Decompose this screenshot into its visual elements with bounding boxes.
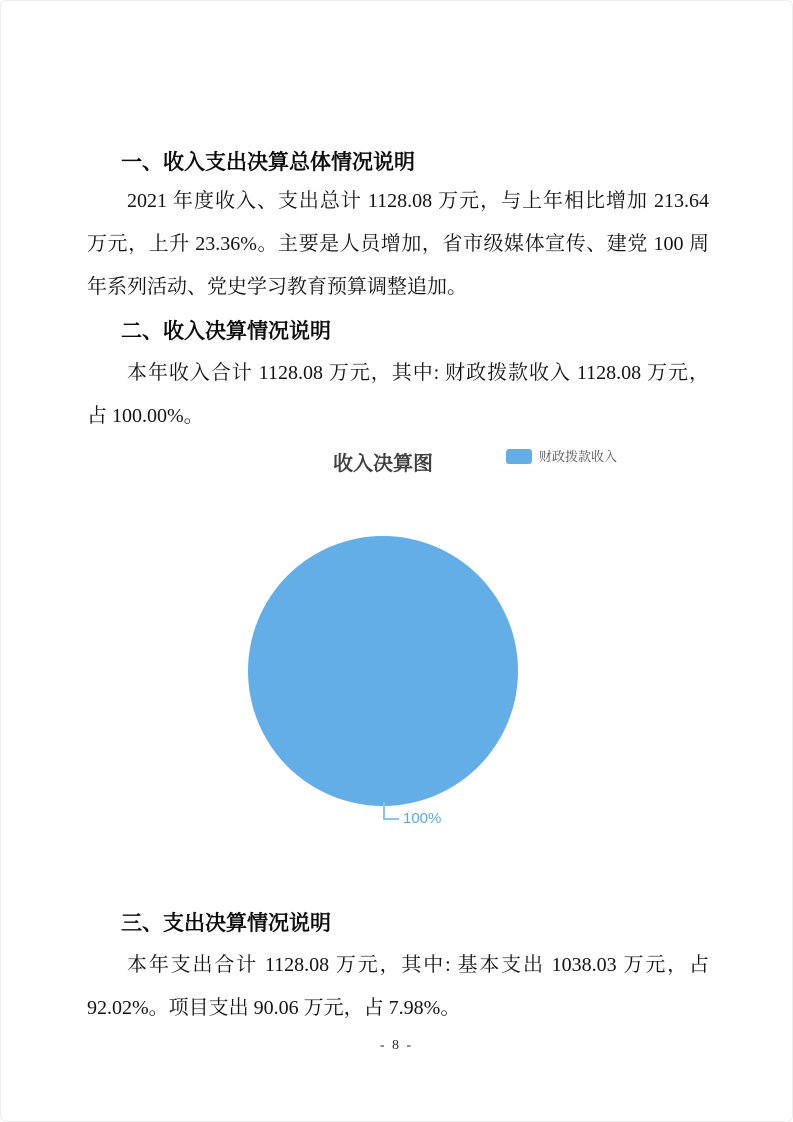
section-1-heading: 一、收入支出决算总体情况说明 xyxy=(121,150,415,174)
section-3-heading: 三、支出决算情况说明 xyxy=(121,911,331,935)
paragraph-line: 本年支出合计 1128.08 万元，其中: 基本支出 1038.03 万元，占 xyxy=(127,954,709,976)
chart-legend xyxy=(506,449,617,464)
paragraph-line: 年系列活动、党史学习教育预算调整追加。 xyxy=(87,276,467,298)
chart-title: 收入决算图 xyxy=(333,453,433,475)
pie-percent-label: 100% xyxy=(403,810,442,827)
paragraph-line: 92.02%。项目支出 90.06 万元，占 7.98%。 xyxy=(87,997,461,1019)
paragraph-line: 2021 年度收入、支出总计 1128.08 万元，与上年相比增加 213.64 xyxy=(127,190,709,212)
section-2-heading: 二、收入决算情况说明 xyxy=(121,319,331,343)
legend-color-swatch xyxy=(506,449,532,464)
paragraph-line: 本年收入合计 1128.08 万元，其中: 财政拨款收入 1128.08 万元， xyxy=(127,362,709,384)
pie-leader-line xyxy=(383,818,399,820)
paragraph-line: 占 100.00%。 xyxy=(87,405,204,427)
pie-chart xyxy=(248,536,518,806)
page-number: - 8 - xyxy=(379,1038,414,1053)
legend-label: 财政拨款收入 xyxy=(539,449,618,464)
paragraph-line: 万元，上升 23.36%。主要是人员增加，省市级媒体宣传、建党 100 周 xyxy=(87,233,709,255)
